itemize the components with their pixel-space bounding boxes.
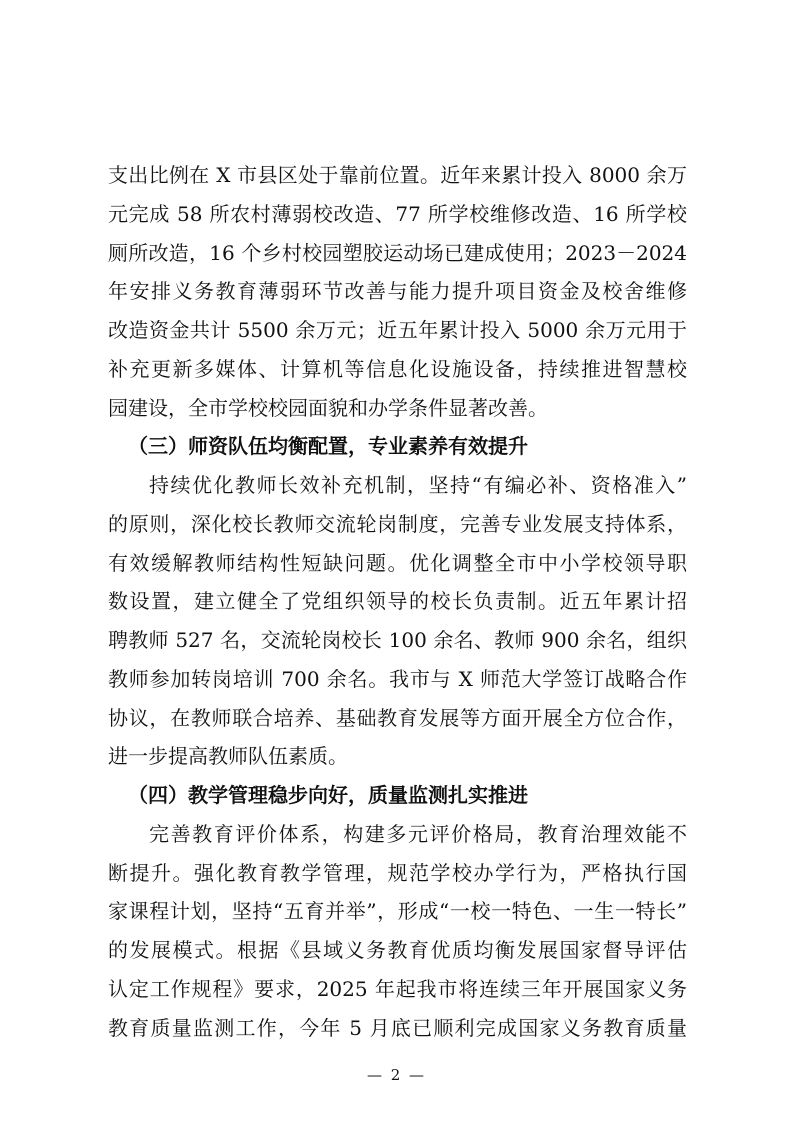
text-line: 协议，在教师联合培养、基础教育发展等方面开展全方位合作，	[108, 705, 687, 730]
text-line: 年安排义务教育薄弱环节改善与能力提升项目资金及校舍维修	[108, 279, 687, 304]
text-line: 支出比例在 X 市县区处于靠前位置。近年来累计投入 8000 余万	[108, 163, 687, 187]
text-line: 断提升。强化教育教学管理，规范学校办学行为，严格执行国	[108, 860, 687, 885]
document-body	[108, 156, 687, 1047]
text-line: 持续优化教师长效补充机制，坚持“有编必补、资格准入”	[149, 473, 687, 497]
page-number: — 2 —	[366, 1066, 427, 1084]
text-line: 改造资金共计 5500 余万元；近五年累计投入 5000 余万元用于	[108, 318, 687, 342]
section-heading: （四）教学管理稳步向好，质量监测扎实推进	[128, 783, 528, 807]
text-line: 完善教育评价体系，构建多元评价格局，教育治理效能不	[149, 821, 687, 846]
section-heading: （三）师资队伍均衡配置，专业素养有效提升	[128, 434, 528, 459]
text-line: 家课程计划，坚持“五育并举”，形成“一校一特色、一生一特长”	[108, 899, 687, 924]
text-line: 元完成 58 所农村薄弱校改造、77 所学校维修改造、16 所学校	[108, 201, 687, 226]
text-line: 教师参加转岗培训 700 余名。我市与 X 师范大学签订战略合作	[108, 666, 687, 691]
text-line: 认定工作规程》要求，2025 年起我市将连续三年开展国家义务	[108, 976, 687, 1001]
text-line: 数设置，建立健全了党组织领导的校长负责制。近五年累计招	[108, 589, 687, 614]
text-line: 补充更新多媒体、计算机等信息化设施设备，持续推进智慧校	[108, 356, 687, 381]
text-line: 教育质量监测工作，今年 5 月底已顺利完成国家义务教育质量	[108, 1015, 687, 1040]
text-line: 进一步提高教师队伍素质。	[108, 744, 348, 769]
text-line: 厕所改造，16 个乡村校园塑胶运动场已建成使用；2023－2024	[108, 240, 687, 265]
text-line: 的原则，深化校长教师交流轮岗制度，完善专业发展支持体系，	[108, 511, 687, 536]
text-line: 的发展模式。根据《县域义务教育优质均衡发展国家督导评估	[108, 938, 687, 962]
text-line: 园建设，全市学校校园面貌和办学条件显著改善。	[108, 395, 548, 420]
text-line: 有效缓解教师结构性短缺问题。优化调整全市中小学校领导职	[108, 550, 687, 575]
text-line: 聘教师 527 名，交流轮岗校长 100 余名、教师 900 余名，组织	[108, 628, 687, 652]
